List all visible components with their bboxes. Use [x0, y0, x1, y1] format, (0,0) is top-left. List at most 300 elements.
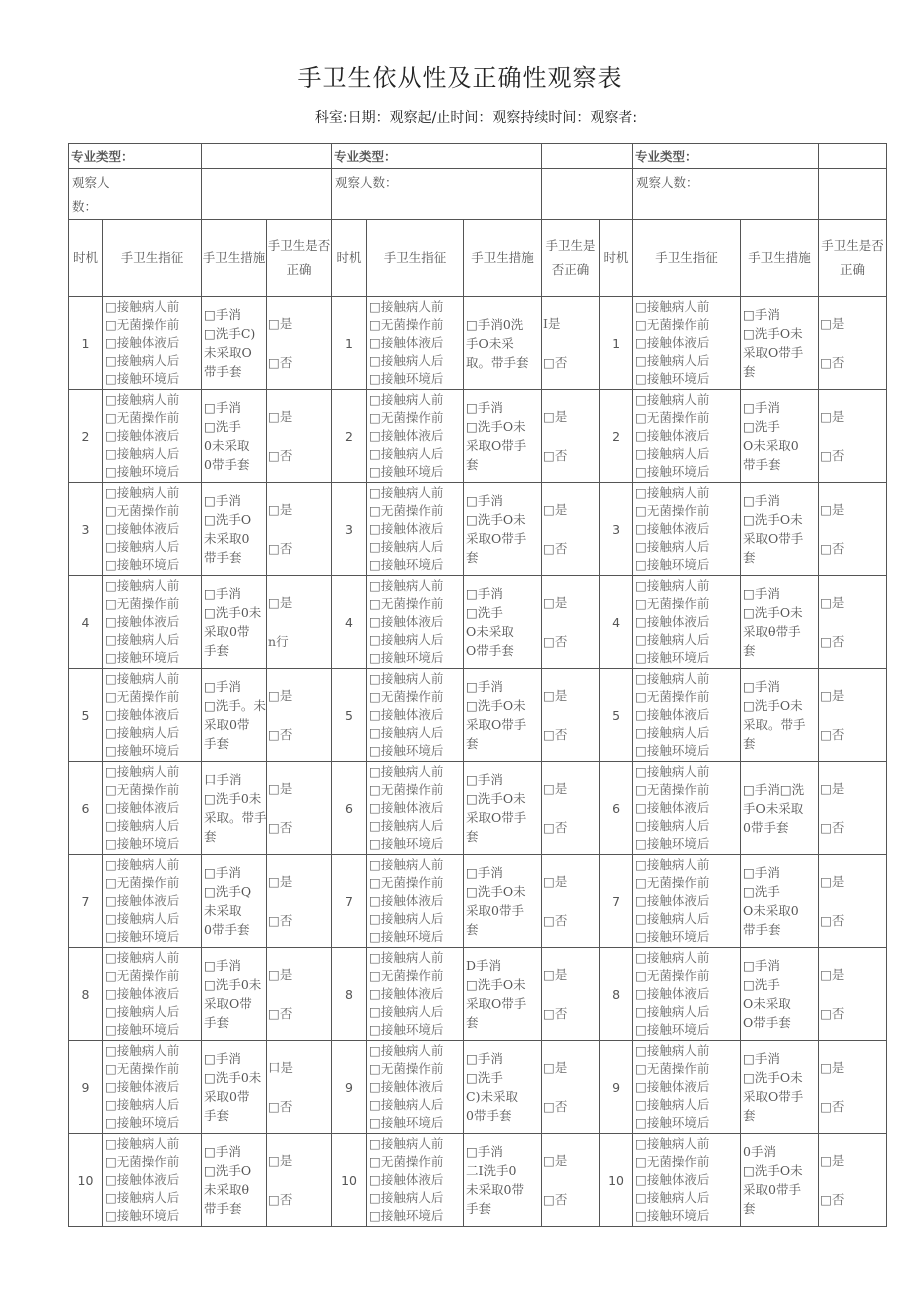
indication-checkbox[interactable]: □接触体液后 [369, 1079, 444, 1094]
correct-checkbox[interactable]: □否 [820, 1006, 845, 1021]
measure-text[interactable]: C)未采取 [466, 1089, 518, 1104]
correct-checkbox[interactable]: □是 [543, 502, 568, 517]
measure-text[interactable]: □手消 [743, 586, 780, 601]
correct-checkbox[interactable]: □否 [820, 913, 845, 928]
indication-checkbox[interactable]: □接触环境后 [105, 464, 180, 479]
measure-text[interactable]: 采取O带手 [466, 438, 527, 453]
indication-checkbox[interactable]: □接触病人后 [635, 1190, 710, 1205]
measure-text[interactable]: 套 [743, 1201, 756, 1216]
indication-checkbox[interactable]: □接触病人后 [105, 539, 180, 554]
indication-checkbox[interactable]: □接触体液后 [635, 614, 710, 629]
indication-checkbox[interactable]: □接触环境后 [369, 1115, 444, 1130]
observer-count-value[interactable] [819, 169, 887, 220]
measure-text[interactable]: 采取O带手 [466, 717, 527, 732]
measure-text[interactable]: □手消 [743, 865, 780, 880]
indication-checkbox[interactable]: □无菌操作前 [635, 596, 710, 611]
indication-checkbox[interactable]: □接触环境后 [635, 464, 710, 479]
measure-text[interactable]: □洗手O未 [743, 698, 803, 713]
indication-checkbox[interactable]: □接触环境后 [105, 1208, 180, 1223]
indication-checkbox[interactable]: □接触病人后 [105, 1004, 180, 1019]
indication-checkbox[interactable]: □接触体液后 [105, 986, 180, 1001]
indication-checkbox[interactable]: □接触病人后 [635, 632, 710, 647]
measure-text[interactable]: 二I洗手0 [466, 1163, 517, 1178]
indication-checkbox[interactable]: □接触体液后 [369, 893, 444, 908]
indication-checkbox[interactable]: □接触病人前 [105, 578, 180, 593]
indication-checkbox[interactable]: □接触病人前 [105, 764, 180, 779]
indication-checkbox[interactable]: □接触病人前 [635, 764, 710, 779]
measure-text[interactable]: 套 [743, 1108, 756, 1123]
indication-checkbox[interactable]: □接触病人前 [369, 299, 444, 314]
correct-checkbox[interactable]: □是 [820, 409, 845, 424]
correct-checkbox[interactable]: □否 [268, 448, 293, 463]
indication-checkbox[interactable]: □无菌操作前 [369, 1061, 444, 1076]
correct-checkbox[interactable]: □是 [820, 316, 845, 331]
indication-checkbox[interactable]: □无菌操作前 [635, 1061, 710, 1076]
correct-checkbox[interactable]: □是 [543, 409, 568, 424]
measure-text[interactable]: 未采取0 [204, 531, 250, 546]
correct-checkbox[interactable]: n行 [268, 634, 289, 649]
indication-checkbox[interactable]: □接触环境后 [635, 743, 710, 758]
correct-checkbox[interactable]: □否 [543, 1006, 568, 1021]
indication-checkbox[interactable]: □无菌操作前 [635, 875, 710, 890]
indication-checkbox[interactable]: □接触病人前 [635, 578, 710, 593]
indication-checkbox[interactable]: □接触环境后 [105, 557, 180, 572]
measure-text[interactable]: 套 [743, 550, 756, 565]
measure-text[interactable]: O未采取0 [743, 903, 799, 918]
measure-text[interactable]: □洗手Q [204, 884, 252, 899]
measure-text[interactable]: □洗手O未 [466, 884, 526, 899]
measure-text[interactable]: □洗手 [466, 1070, 503, 1085]
correct-checkbox[interactable]: □是 [820, 688, 845, 703]
indication-checkbox[interactable]: □接触体液后 [635, 428, 710, 443]
indication-checkbox[interactable]: □接触体液后 [105, 428, 180, 443]
indication-checkbox[interactable]: □接触病人前 [369, 1043, 444, 1058]
correct-checkbox[interactable]: □否 [268, 541, 293, 556]
profession-value[interactable] [819, 144, 887, 169]
indication-checkbox[interactable]: □接触体液后 [105, 707, 180, 722]
indication-checkbox[interactable]: □接触病人后 [369, 446, 444, 461]
indication-checkbox[interactable]: □无菌操作前 [105, 317, 180, 332]
correct-checkbox[interactable]: □否 [820, 727, 845, 742]
indication-checkbox[interactable]: □接触体液后 [369, 707, 444, 722]
measure-text[interactable]: 采取O带 [204, 996, 252, 1011]
indication-checkbox[interactable]: □无菌操作前 [369, 689, 444, 704]
measure-text[interactable]: 手套 [466, 1201, 492, 1216]
correct-checkbox[interactable]: □否 [268, 1006, 293, 1021]
measure-text[interactable]: 采取O带手 [743, 1089, 804, 1104]
measure-text[interactable]: 采取O带手 [466, 810, 527, 825]
measure-text[interactable]: O未采取 [743, 996, 791, 1011]
indication-checkbox[interactable]: □无菌操作前 [369, 875, 444, 890]
measure-text[interactable]: □洗手O未 [743, 605, 803, 620]
measure-text[interactable]: 0未采取 [204, 438, 250, 453]
correct-checkbox[interactable]: □是 [820, 1153, 845, 1168]
indication-checkbox[interactable]: □接触病人后 [369, 353, 444, 368]
measure-text[interactable]: □手消 [466, 1144, 503, 1159]
correct-checkbox[interactable]: □是 [543, 595, 568, 610]
correct-checkbox[interactable]: □否 [543, 541, 568, 556]
correct-checkbox[interactable]: □是 [543, 1153, 568, 1168]
indication-checkbox[interactable]: □接触体液后 [369, 614, 444, 629]
measure-text[interactable]: □洗手O未 [743, 1163, 803, 1178]
indication-checkbox[interactable]: □无菌操作前 [635, 1154, 710, 1169]
indication-checkbox[interactable]: □接触病人后 [105, 818, 180, 833]
measure-text[interactable]: □手消 [466, 1051, 503, 1066]
measure-text[interactable]: □洗手O未 [743, 512, 803, 527]
measure-text[interactable]: □手消 [743, 1051, 780, 1066]
measure-text[interactable]: 0带手套 [743, 819, 789, 835]
indication-checkbox[interactable]: □接触环境后 [635, 650, 710, 665]
measure-text[interactable]: □洗手0未 [204, 977, 262, 992]
measure-text[interactable]: 套 [466, 1015, 479, 1030]
indication-checkbox[interactable]: □接触体液后 [635, 707, 710, 722]
indication-checkbox[interactable]: □接触病人前 [635, 299, 710, 314]
indication-checkbox[interactable]: □接触环境后 [635, 371, 710, 386]
indication-checkbox[interactable]: □无菌操作前 [369, 782, 444, 797]
profession-value[interactable] [202, 144, 332, 169]
indication-checkbox[interactable]: □接触环境后 [635, 1208, 710, 1223]
measure-text[interactable]: □手消 [466, 493, 503, 508]
correct-checkbox[interactable]: □是 [268, 688, 293, 703]
indication-checkbox[interactable]: □接触体液后 [369, 521, 444, 536]
indication-checkbox[interactable]: □接触病人后 [635, 446, 710, 461]
measure-text[interactable]: □手消 [204, 1144, 241, 1159]
indication-checkbox[interactable]: □无菌操作前 [635, 317, 710, 332]
measure-text[interactable]: □洗手O未 [743, 326, 803, 341]
measure-text[interactable]: 手套 [204, 643, 230, 658]
measure-text[interactable]: □手消 [204, 493, 241, 508]
measure-text[interactable]: □洗手。未 [204, 698, 266, 713]
indication-checkbox[interactable]: □接触病人前 [635, 1136, 710, 1151]
indication-checkbox[interactable]: □接触病人前 [635, 1043, 710, 1058]
indication-checkbox[interactable]: □接触病人后 [369, 1190, 444, 1205]
indication-checkbox[interactable]: □接触病人后 [635, 539, 710, 554]
measure-text[interactable]: 套 [204, 829, 217, 844]
measure-text[interactable]: 0带手套 [204, 922, 250, 937]
measure-text[interactable]: □手消 [743, 679, 780, 694]
indication-checkbox[interactable]: □无菌操作前 [105, 410, 180, 425]
indication-checkbox[interactable]: □接触环境后 [105, 1115, 180, 1130]
indication-checkbox[interactable]: □无菌操作前 [369, 596, 444, 611]
measure-text[interactable]: 未采取0带 [466, 1182, 524, 1197]
indication-checkbox[interactable]: □接触体液后 [369, 428, 444, 443]
indication-checkbox[interactable]: □接触环境后 [105, 836, 180, 851]
measure-text[interactable]: 带手套 [743, 922, 781, 937]
correct-checkbox[interactable]: □否 [820, 541, 845, 556]
indication-checkbox[interactable]: □接触病人后 [369, 725, 444, 740]
correct-checkbox[interactable]: □否 [820, 355, 845, 370]
indication-checkbox[interactable]: □无菌操作前 [369, 503, 444, 518]
measure-text[interactable]: □手消 [204, 586, 241, 601]
indication-checkbox[interactable]: □接触环境后 [635, 1115, 710, 1130]
indication-checkbox[interactable]: □无菌操作前 [105, 968, 180, 983]
indication-checkbox[interactable]: □接触体液后 [635, 1079, 710, 1094]
measure-text[interactable]: 0带手套 [466, 1108, 512, 1123]
indication-checkbox[interactable]: □接触病人前 [105, 950, 180, 965]
measure-text[interactable]: □洗手O未 [466, 419, 526, 434]
indication-checkbox[interactable]: □接触环境后 [635, 1022, 710, 1037]
measure-text[interactable]: 手套 [204, 1015, 230, 1030]
indication-checkbox[interactable]: □无菌操作前 [105, 689, 180, 704]
indication-checkbox[interactable]: □接触病人后 [369, 911, 444, 926]
indication-checkbox[interactable]: □接触环境后 [369, 929, 444, 944]
correct-checkbox[interactable]: □是 [820, 874, 845, 889]
correct-checkbox[interactable]: □是 [268, 781, 293, 796]
indication-checkbox[interactable]: □接触病人前 [369, 392, 444, 407]
indication-checkbox[interactable]: □接触病人前 [369, 578, 444, 593]
indication-checkbox[interactable]: □接触体液后 [369, 800, 444, 815]
indication-checkbox[interactable]: □接触环境后 [105, 650, 180, 665]
measure-text[interactable]: 带手套 [204, 1201, 242, 1216]
measure-text[interactable]: 未采取O [204, 345, 252, 360]
indication-checkbox[interactable]: □接触病人后 [635, 818, 710, 833]
indication-checkbox[interactable]: □接触病人前 [369, 485, 444, 500]
indication-checkbox[interactable]: □接触体液后 [105, 521, 180, 536]
indication-checkbox[interactable]: □接触病人后 [369, 1004, 444, 1019]
measure-text[interactable]: □手消 [466, 586, 503, 601]
correct-checkbox[interactable]: □否 [543, 820, 568, 835]
indication-checkbox[interactable]: □无菌操作前 [369, 968, 444, 983]
indication-checkbox[interactable]: □接触体液后 [635, 986, 710, 1001]
measure-text[interactable]: D手消 [466, 958, 502, 973]
correct-checkbox[interactable]: □是 [820, 781, 845, 796]
correct-checkbox[interactable]: □否 [268, 820, 293, 835]
measure-text[interactable]: □手消0洗 [466, 316, 524, 332]
correct-checkbox[interactable]: □否 [543, 448, 568, 463]
measure-text[interactable]: 套 [743, 643, 756, 658]
indication-checkbox[interactable]: □无菌操作前 [105, 503, 180, 518]
measure-text[interactable]: □手消 [466, 400, 503, 415]
measure-text[interactable]: 手套 [204, 736, 230, 751]
indication-checkbox[interactable]: □接触病人前 [369, 671, 444, 686]
measure-text[interactable]: □手消 [204, 958, 241, 973]
measure-text[interactable]: □洗手O未 [466, 512, 526, 527]
correct-checkbox[interactable]: □是 [820, 967, 845, 982]
indication-checkbox[interactable]: □接触环境后 [105, 1022, 180, 1037]
indication-checkbox[interactable]: □接触体液后 [105, 893, 180, 908]
indication-checkbox[interactable]: □接触体液后 [369, 335, 444, 350]
measure-text[interactable]: 带手套 [204, 364, 242, 379]
measure-text[interactable]: □手消□洗 [743, 781, 805, 797]
indication-checkbox[interactable]: □接触环境后 [369, 464, 444, 479]
measure-text[interactable]: □洗手 [204, 419, 241, 434]
indication-checkbox[interactable]: □接触病人前 [105, 485, 180, 500]
measure-text[interactable]: 采取θ带手 [743, 624, 801, 639]
correct-checkbox[interactable]: □是 [820, 595, 845, 610]
indication-checkbox[interactable]: □接触病人后 [369, 632, 444, 647]
correct-checkbox[interactable]: □是 [268, 1153, 293, 1168]
measure-text[interactable]: 带手套 [743, 457, 781, 472]
measure-text[interactable]: □洗手O未 [466, 791, 526, 806]
measure-text[interactable]: 套 [743, 736, 756, 751]
measure-text[interactable]: 手O未采取 [743, 800, 804, 816]
indication-checkbox[interactable]: □接触体液后 [105, 1079, 180, 1094]
measure-text[interactable]: 带手套 [204, 550, 242, 565]
indication-checkbox[interactable]: □接触病人后 [105, 911, 180, 926]
measure-text[interactable]: 采取。带手 [204, 810, 267, 825]
indication-checkbox[interactable]: □接触病人前 [105, 1043, 180, 1058]
indication-checkbox[interactable]: □接触体液后 [105, 800, 180, 815]
measure-text[interactable]: 0手消 [743, 1144, 776, 1159]
indication-checkbox[interactable]: □接触病人前 [105, 857, 180, 872]
measure-text[interactable]: □洗手O [204, 512, 252, 527]
correct-checkbox[interactable]: □否 [543, 634, 568, 649]
indication-checkbox[interactable]: □接触环境后 [369, 371, 444, 386]
correct-checkbox[interactable]: □否 [543, 1099, 568, 1114]
correct-checkbox[interactable]: □是 [543, 688, 568, 703]
indication-checkbox[interactable]: □接触病人前 [105, 299, 180, 314]
indication-checkbox[interactable]: □接触环境后 [635, 836, 710, 851]
indication-checkbox[interactable]: □无菌操作前 [105, 875, 180, 890]
measure-text[interactable]: □洗手 [743, 419, 780, 434]
indication-checkbox[interactable]: □接触病人前 [105, 671, 180, 686]
measure-text[interactable]: 口手消 [204, 772, 242, 787]
indication-checkbox[interactable]: □接触病人后 [369, 1097, 444, 1112]
measure-text[interactable]: □洗手0未 [204, 791, 262, 806]
correct-checkbox[interactable]: □是 [268, 316, 293, 331]
indication-checkbox[interactable]: □无菌操作前 [635, 410, 710, 425]
indication-checkbox[interactable]: □接触体液后 [369, 1172, 444, 1187]
measure-text[interactable]: 套 [466, 829, 479, 844]
correct-checkbox[interactable]: □是 [543, 781, 568, 796]
indication-checkbox[interactable]: □接触病人后 [635, 725, 710, 740]
indication-checkbox[interactable]: □接触病人前 [105, 1136, 180, 1151]
observer-count-value[interactable] [202, 169, 332, 220]
indication-checkbox[interactable]: □接触体液后 [635, 800, 710, 815]
correct-checkbox[interactable]: □否 [268, 727, 293, 742]
indication-checkbox[interactable]: □接触病人后 [105, 353, 180, 368]
indication-checkbox[interactable]: □接触体液后 [635, 521, 710, 536]
measure-text[interactable]: □手消 [204, 679, 241, 694]
indication-checkbox[interactable]: □接触病人后 [635, 911, 710, 926]
indication-checkbox[interactable]: □接触环境后 [105, 371, 180, 386]
measure-text[interactable]: □洗手O未 [466, 977, 526, 992]
indication-checkbox[interactable]: □接触病人前 [369, 950, 444, 965]
correct-checkbox[interactable]: □是 [820, 502, 845, 517]
indication-checkbox[interactable]: □接触病人后 [105, 446, 180, 461]
measure-text[interactable]: □手消 [743, 400, 780, 415]
indication-checkbox[interactable]: □接触环境后 [635, 929, 710, 944]
measure-text[interactable]: 采取0带 [204, 1089, 250, 1104]
measure-text[interactable]: □手消 [743, 307, 780, 322]
indication-checkbox[interactable]: □无菌操作前 [105, 1154, 180, 1169]
measure-text[interactable]: □手消 [204, 307, 241, 322]
indication-checkbox[interactable]: □接触体液后 [635, 1172, 710, 1187]
indication-checkbox[interactable]: □接触环境后 [369, 1022, 444, 1037]
indication-checkbox[interactable]: □无菌操作前 [369, 410, 444, 425]
indication-checkbox[interactable]: □无菌操作前 [635, 689, 710, 704]
measure-text[interactable]: □洗手O未 [743, 1070, 803, 1085]
indication-checkbox[interactable]: □接触体液后 [369, 986, 444, 1001]
indication-checkbox[interactable]: □接触病人后 [105, 1097, 180, 1112]
measure-text[interactable]: □洗手 [743, 884, 780, 899]
indication-checkbox[interactable]: □接触环境后 [369, 743, 444, 758]
correct-checkbox[interactable]: □否 [543, 727, 568, 742]
indication-checkbox[interactable]: □无菌操作前 [635, 968, 710, 983]
indication-checkbox[interactable]: □接触病人前 [635, 857, 710, 872]
indication-checkbox[interactable]: □无菌操作前 [105, 596, 180, 611]
measure-text[interactable]: 未采取 [204, 903, 242, 918]
correct-checkbox[interactable]: □否 [820, 448, 845, 463]
measure-text[interactable]: 采取0带 [204, 717, 250, 732]
measure-text[interactable]: 套 [743, 364, 756, 379]
indication-checkbox[interactable]: □无菌操作前 [105, 1061, 180, 1076]
correct-checkbox[interactable]: I是 [543, 316, 561, 331]
measure-text[interactable]: 采取。带手 [743, 717, 806, 732]
correct-checkbox[interactable]: □否 [268, 1192, 293, 1207]
indication-checkbox[interactable]: □接触环境后 [369, 650, 444, 665]
measure-text[interactable]: □手消 [466, 679, 503, 694]
correct-checkbox[interactable]: □是 [268, 502, 293, 517]
correct-checkbox[interactable]: □否 [268, 355, 293, 370]
measure-text[interactable]: □洗手 [466, 605, 503, 620]
indication-checkbox[interactable]: □接触环境后 [105, 743, 180, 758]
profession-value[interactable] [542, 144, 633, 169]
indication-checkbox[interactable]: □接触体液后 [105, 1172, 180, 1187]
measure-text[interactable]: 采取0带手 [466, 903, 524, 918]
measure-text[interactable]: 套 [466, 550, 479, 565]
indication-checkbox[interactable]: □接触病人后 [635, 1004, 710, 1019]
correct-checkbox[interactable]: □是 [268, 409, 293, 424]
indication-checkbox[interactable]: □接触环境后 [635, 557, 710, 572]
measure-text[interactable]: □手消 [204, 1051, 241, 1066]
indication-checkbox[interactable]: □接触环境后 [369, 557, 444, 572]
indication-checkbox[interactable]: □接触病人前 [635, 485, 710, 500]
indication-checkbox[interactable]: □接触病人后 [105, 1190, 180, 1205]
indication-checkbox[interactable]: □接触病人前 [635, 950, 710, 965]
measure-text[interactable]: 采取O带手 [743, 531, 804, 546]
measure-text[interactable]: □手消 [743, 493, 780, 508]
measure-text[interactable]: □洗手O未 [466, 698, 526, 713]
correct-checkbox[interactable]: □否 [268, 913, 293, 928]
correct-checkbox[interactable]: □否 [820, 634, 845, 649]
correct-checkbox[interactable]: □是 [268, 967, 293, 982]
measure-text[interactable]: 0带手套 [204, 457, 250, 472]
measure-text[interactable]: O未采取 [466, 624, 514, 639]
indication-checkbox[interactable]: □接触病人后 [635, 353, 710, 368]
indication-checkbox[interactable]: □无菌操作前 [635, 503, 710, 518]
indication-checkbox[interactable]: □接触病人后 [635, 1097, 710, 1112]
correct-checkbox[interactable]: □否 [820, 1192, 845, 1207]
measure-text[interactable]: □手消 [466, 772, 503, 787]
measure-text[interactable]: □洗手C) [204, 326, 256, 341]
measure-text[interactable]: O未采取0 [743, 438, 799, 453]
measure-text[interactable]: 套 [466, 922, 479, 937]
measure-text[interactable]: 手O未采 [466, 335, 514, 351]
indication-checkbox[interactable]: □接触病人后 [369, 539, 444, 554]
measure-text[interactable]: 采取O带手 [466, 996, 527, 1011]
measure-text[interactable]: 采取0带 [204, 624, 250, 639]
correct-checkbox[interactable]: □是 [268, 595, 293, 610]
correct-checkbox[interactable]: □否 [543, 913, 568, 928]
indication-checkbox[interactable]: □无菌操作前 [369, 317, 444, 332]
correct-checkbox[interactable]: □是 [268, 874, 293, 889]
indication-checkbox[interactable]: □接触病人前 [369, 857, 444, 872]
correct-checkbox[interactable]: □否 [268, 1099, 293, 1114]
correct-checkbox[interactable]: □是 [820, 1060, 845, 1075]
indication-checkbox[interactable]: □接触病人后 [105, 725, 180, 740]
measure-text[interactable]: O带手套 [743, 1015, 791, 1030]
measure-text[interactable]: 套 [466, 457, 479, 472]
indication-checkbox[interactable]: □无菌操作前 [369, 1154, 444, 1169]
measure-text[interactable]: □洗手 [743, 977, 780, 992]
indication-checkbox[interactable]: □接触病人前 [369, 1136, 444, 1151]
indication-checkbox[interactable]: □接触病人后 [105, 632, 180, 647]
measure-text[interactable]: □手消 [466, 865, 503, 880]
indication-checkbox[interactable]: □接触病人前 [635, 392, 710, 407]
measure-text[interactable]: □手消 [743, 958, 780, 973]
measure-text[interactable]: 采取O带手 [743, 345, 804, 360]
